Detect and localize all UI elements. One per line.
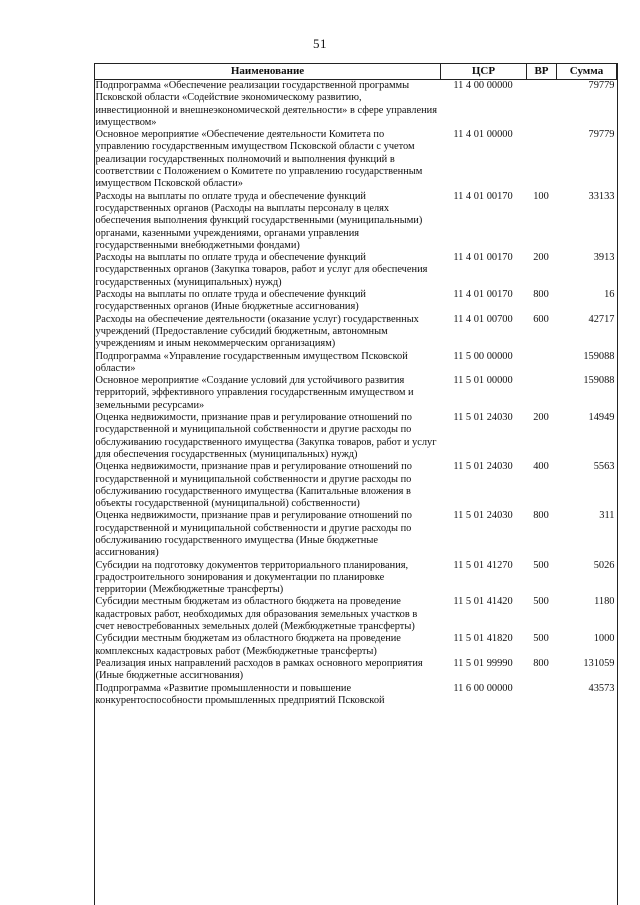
cell-name: Подпрограмма «Обеспечение реализации государственной программы Псковской области «Содействие экономическому развитию, инвестиционной и внешнеэкономической деятельности» в сфере управления имуществом»	[95, 80, 438, 128]
cell-csr: 11 5 01 41270	[453, 559, 513, 571]
cell-vr	[527, 351, 557, 376]
cell-sum: 42717	[588, 313, 615, 325]
cell-csr: 11 5 01 24030	[453, 461, 513, 473]
cell-vr: 800	[533, 289, 549, 301]
cell-csr: 11 5 01 41420	[453, 596, 513, 608]
cell-csr: 11 4 01 00170	[453, 252, 513, 264]
cell-csr: 11 5 01 00000	[453, 375, 513, 387]
cell-vr: 500	[533, 559, 549, 571]
table-row	[95, 560, 617, 597]
cell-name: Оценка недвижимости, признание прав и регулирование отношений по государственной и муниципальной собственности и другие расходы по обслуживанию государственного имущества (Капитальные вложения в объекты государственной (муниципальной) собственности)	[95, 461, 412, 510]
budget-table	[94, 63, 617, 707]
cell-vr: 800	[533, 510, 549, 522]
cell-vr: 200	[533, 412, 549, 424]
cell-csr: 11 5 01 99990	[453, 657, 513, 669]
cell-sum: 159088	[583, 350, 615, 362]
table-body	[95, 80, 617, 708]
cell-sum: 1000	[593, 633, 615, 645]
table-row	[95, 129, 617, 190]
cell-sum: 79779	[588, 80, 615, 91]
cell-sum: 33133	[588, 190, 615, 202]
cell-name: Субсидии местным бюджетам из областного бюджета на проведение комплексных кадастровых работ (Межбюджетные трансферты)	[95, 633, 401, 657]
cell-sum: 79779	[588, 129, 615, 141]
cell-vr	[527, 80, 557, 130]
cell-vr: 200	[533, 252, 549, 264]
cell-csr: 11 4 01 00170	[453, 190, 513, 202]
cell-csr: 11 5 01 41820	[453, 633, 513, 645]
table-row	[95, 314, 617, 351]
cell-sum: 1180	[594, 596, 615, 608]
cell-name: Основное мероприятие «Обеспечение деятельности Комитета по управлению государственным имуществом Псковской области с учетом реализации государственных полномочий и выполнения функций в соответствии с Положением о Комитете по управлению государственным имуществом Псковской области»	[95, 129, 423, 190]
cell-name: Оценка недвижимости, признание прав и регулирование отношений по государственной и муниципальной собственности и другие расходы по обслуживанию государственного имущества (Иные бюджетные ассигнования)	[95, 510, 412, 559]
cell-csr: 11 4 01 00000	[453, 129, 513, 141]
cell-sum: 43573	[588, 682, 615, 694]
header-name: Наименование	[95, 64, 441, 80]
table-row	[95, 80, 617, 130]
cell-name: Подпрограмма «Управление государственным имуществом Псковской области»	[95, 350, 408, 374]
cell-vr: 100	[533, 190, 549, 202]
cell-name: Оценка недвижимости, признание прав и регулирование отношений по государственной и муниципальной собственности и другие расходы по обслуживанию государственного имущества (Закупка товаров, работ и услуг для обеспечения государственных (муниципальных) нужд)	[95, 412, 437, 460]
cell-name: Расходы на выплаты по оплате труда и обеспечение функций государственных органов (Расходы на выплаты персоналу в целях обеспечения выполнения функций государственными (муниципальными) органами, казенными учреждениями, органами управления государственными внебюджетными фондами)	[95, 190, 423, 251]
cell-name: Субсидии местным бюджетам из областного бюджета на проведение кадастровых работ, необходимых для образования земельных участков в счет невостребованных земельных долей (Межбюджетные трансферты)	[95, 596, 418, 633]
table-header-row	[95, 64, 617, 80]
cell-vr: 800	[533, 657, 549, 669]
table-row	[95, 683, 617, 708]
cell-vr: 400	[533, 461, 549, 473]
cell-name: Субсидии на подготовку документов территориального планирования, градостроительного зонирования и документации по планировке территории (Межбюджетные трансферты)	[95, 559, 409, 596]
cell-name: Расходы на выплаты по оплате труда и обеспечение функций государственных органов (Иные бюджетные ассигнования)	[95, 289, 366, 313]
table-row	[95, 191, 617, 252]
cell-name: Основное мероприятие «Создание условий для устойчивого развития территорий, эффективного управления государственным имуществом и земельными ресурсами»	[95, 375, 414, 411]
cell-name: Расходы на выплаты по оплате труда и обеспечение функций государственных органов (Закупка товаров, работ и услуг для обеспечения государственных (муниципальных) нужд)	[95, 252, 428, 288]
table-row	[95, 289, 617, 314]
cell-vr	[527, 375, 557, 412]
cell-name: Расходы на обеспечение деятельности (оказание услуг) государственных учреждений (Предоставление субсидий бюджетным, автономным учреждениям и иным некоммерческим организациям)	[95, 313, 419, 350]
cell-csr: 11 5 00 00000	[453, 350, 513, 362]
cell-csr: 11 6 00 00000	[453, 682, 513, 694]
header-csr: ЦСР	[441, 64, 527, 80]
cell-sum: 5563	[593, 461, 615, 473]
table-row	[95, 510, 617, 559]
cell-csr: 11 4 00 00000	[453, 80, 513, 91]
cell-sum: 3913	[593, 252, 615, 264]
cell-vr: 600	[533, 313, 549, 325]
table-row	[95, 633, 617, 658]
cell-csr: 11 5 01 24030	[453, 510, 513, 522]
table-row	[95, 461, 617, 510]
page-number: 51	[313, 36, 327, 51]
cell-sum: 311	[599, 510, 615, 522]
table-row	[95, 351, 617, 376]
cell-vr: 500	[533, 596, 549, 608]
table-row	[95, 375, 617, 412]
cell-sum: 16	[604, 289, 615, 301]
cell-vr	[527, 129, 557, 190]
cell-sum: 159088	[583, 375, 615, 387]
cell-sum: 5026	[593, 559, 615, 571]
cell-csr: 11 4 01 00170	[453, 289, 513, 301]
cell-vr	[527, 683, 557, 708]
cell-name: Реализация иных направлений расходов в рамках основного мероприятия (Иные бюджетные ассигнования)	[95, 657, 423, 682]
cell-vr: 500	[533, 633, 549, 645]
table-row	[95, 596, 617, 633]
header-vr: ВР	[527, 64, 557, 80]
cell-sum: 131059	[583, 657, 615, 669]
table-row	[95, 658, 617, 683]
cell-sum: 14949	[588, 412, 615, 424]
table-row	[95, 412, 617, 461]
cell-csr: 11 4 01 00700	[453, 313, 513, 325]
table-row	[95, 252, 617, 289]
cell-csr: 11 5 01 24030	[453, 412, 513, 424]
cell-name: Подпрограмма «Развитие промышленности и повышение конкурентоспособности промышленных предприятий Псковской	[95, 682, 385, 706]
header-sum: Сумма	[557, 64, 617, 80]
